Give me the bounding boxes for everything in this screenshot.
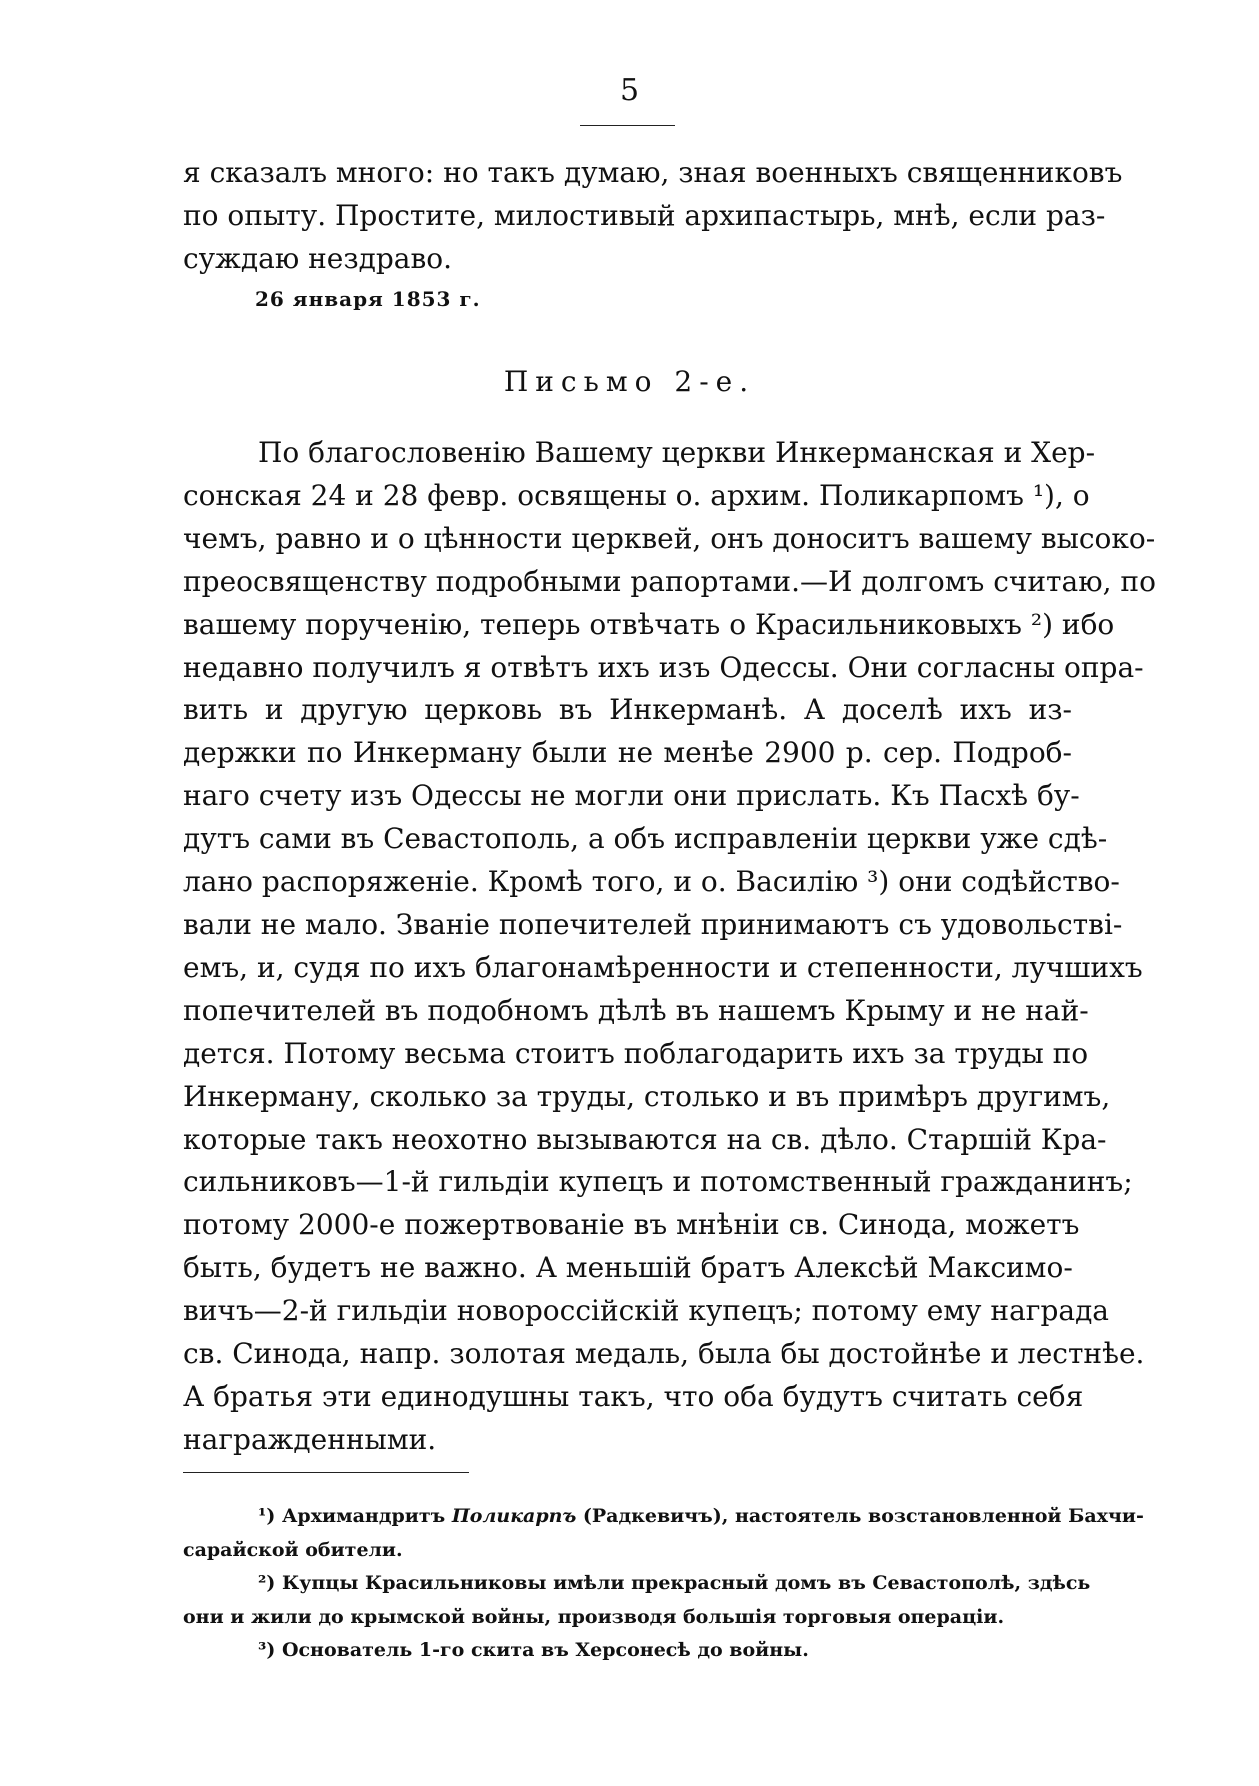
footnote-italic-name: Поликарпъ bbox=[451, 1505, 577, 1527]
body-line: попечителей въ подобномъ дѣлѣ въ нашемъ Крыму и не най- bbox=[183, 993, 1089, 1027]
body-line: вали не мало. Званіе попечителей принимаютъ съ удовольствi- bbox=[183, 907, 1123, 941]
footnote-text: Архимандритъ Поликарпъ (Радкевичъ), настоятель возстановленной Бахчи- bbox=[281, 1505, 1144, 1527]
footnote-line bbox=[183, 1633, 1072, 1667]
body-line: св. Синода, напр. золотая медаль, была бы достойнѣе и лестнѣе. bbox=[183, 1337, 1145, 1371]
body-line: дутъ сами въ Севастополь, а объ исправленіи церкви уже сдѣ- bbox=[183, 822, 1108, 856]
footnote-marker: ²) bbox=[258, 1572, 276, 1594]
body-line: вить и другую церковь въ Инкерманѣ. А доселѣ ихъ из- bbox=[183, 693, 1072, 727]
letter-body bbox=[183, 432, 1156, 1462]
footnote-marker: ¹) bbox=[258, 1505, 276, 1527]
footnote-text: Основатель 1-го скита въ Херсонесѣ до войны. bbox=[281, 1639, 809, 1661]
intro-line: я сказалъ много: но такъ думаю, зная военныхъ священниковъ bbox=[183, 156, 1123, 189]
body-line: держки по Инкерману были не менѣе 2900 р. сер. Подроб- bbox=[183, 736, 1072, 770]
body-line: преосвященству подробными рапортами.—И долгомъ считаю, по bbox=[183, 564, 1156, 598]
body-line: емъ, и, судя по ихъ благонамѣренности и степенности, лучшихъ bbox=[183, 950, 1143, 984]
body-line: быть, будетъ не важно. А меньшій братъ Алексѣй Максимо- bbox=[183, 1251, 1073, 1285]
body-line: которые такъ неохотно вызываются на св. дѣло. Старшій Кра- bbox=[183, 1122, 1107, 1156]
footnote-2 bbox=[183, 1566, 1091, 1634]
footnote-text: Купцы Красильниковы имѣли прекрасный домъ въ Севастополѣ, здѣсь bbox=[281, 1572, 1091, 1594]
body-line: вичъ—2-й гильдіи новороссійскій купецъ; потому ему награда bbox=[183, 1294, 1109, 1328]
footnote-1 bbox=[183, 1499, 1144, 1567]
footnote-line bbox=[183, 1499, 1144, 1533]
footnote-marker: ³) bbox=[258, 1639, 276, 1661]
page-number: 5 bbox=[619, 73, 640, 108]
intro-line: по опыту. Простите, милостивый архипастырь, мнѣ, если раз- bbox=[183, 198, 1106, 232]
body-line: А братья эти единодушны такъ, что оба будутъ считать себя bbox=[183, 1379, 1084, 1413]
footnote-3 bbox=[183, 1633, 1072, 1667]
body-line: награжденными. bbox=[183, 1422, 437, 1456]
body-line: чемъ, равно и о цѣнности церквей, онъ доноситъ вашему высоко- bbox=[183, 521, 1156, 555]
letter-title: Письмо 2-е. bbox=[503, 365, 756, 398]
body-line: сонская 24 и 28 февр. освящены о. архим. Поликарпомъ ¹), о bbox=[183, 478, 1090, 512]
page-number-rule bbox=[580, 125, 675, 126]
body-line: лано распоряженіе. Кромѣ того, и о. Василію ³) они содѣйство- bbox=[183, 865, 1120, 899]
footnote-line: сарайской обители. bbox=[183, 1539, 403, 1561]
body-line: Инкерману, сколько за труды, столько и въ примѣръ другимъ, bbox=[183, 1079, 1111, 1113]
footnote-line bbox=[183, 1566, 1091, 1600]
body-line: потому 2000-е пожертвованіе въ мнѣніи св. Синода, можетъ bbox=[183, 1208, 1080, 1242]
body-line: сильниковъ—1-й гильдіи купецъ и потомственный гражданинъ; bbox=[183, 1165, 1133, 1199]
body-line: вашему порученію, теперь отвѣчать о Красильниковыхъ ²) ибо bbox=[183, 607, 1115, 641]
footnote-rule bbox=[183, 1472, 469, 1473]
body-line: дется. Потому весьма стоитъ поблагодарить ихъ за труды по bbox=[183, 1036, 1089, 1070]
body-line: По благословенію Вашему церкви Инкерманская и Хер- bbox=[258, 436, 1096, 469]
intro-line: суждаю нездраво. bbox=[183, 241, 453, 275]
body-line: недавно получилъ я отвѣтъ ихъ изъ Одессы. Они согласны опра- bbox=[183, 650, 1144, 684]
footnote-line: они и жили до крымской войны, производя большія торговыя операціи. bbox=[183, 1606, 1005, 1628]
intro-paragraph bbox=[183, 152, 1123, 281]
body-line: наго счету изъ Одессы не могли они прислать. Къ Пасхѣ бу- bbox=[183, 779, 1080, 813]
letter-date: 26 января 1853 г. bbox=[255, 287, 481, 311]
